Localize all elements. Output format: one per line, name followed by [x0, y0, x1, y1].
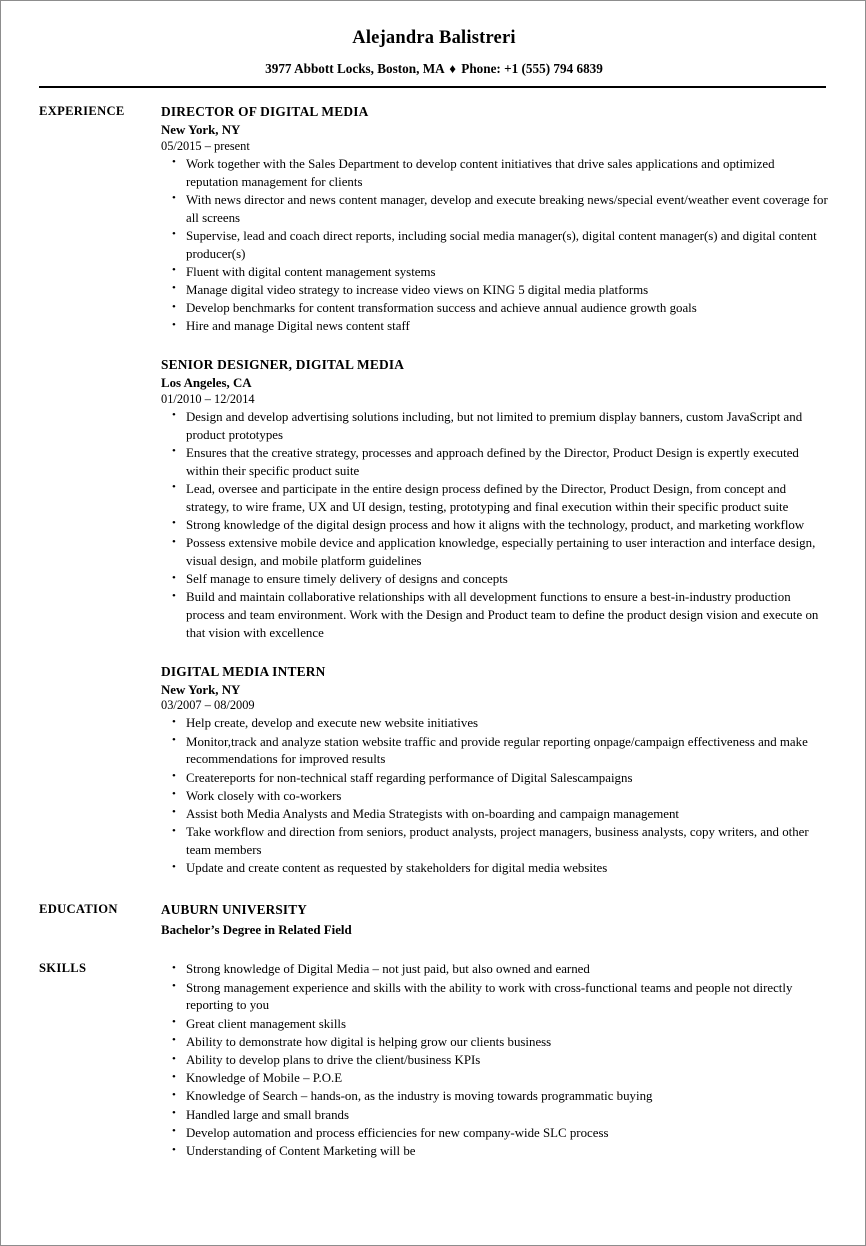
list-item: • Monitor,track and analyze station website traffic and provide regular reporting onpage/campaign effectiveness and make recommendations for improved results	[161, 734, 829, 769]
education-entry	[161, 901, 829, 938]
list-item: • With news director and news content manager, develop and execute breaking news/special event/weather event coverage for all screens	[161, 192, 829, 227]
skills-list	[161, 961, 829, 1161]
resume-header	[39, 1, 829, 88]
list-item: • Self manage to ensure timely delivery of designs and concepts	[161, 571, 829, 589]
list-item: • Develop automation and process efficiencies for new company-wide SLC process	[161, 1125, 829, 1143]
list-item: • Supervise, lead and coach direct reports, including social media manager(s), digital content manager(s) and digital content producer(s)	[161, 228, 829, 263]
job-title: SENIOR DESIGNER, DIGITAL MEDIA	[161, 357, 405, 373]
job-dates: 01/2010 – 12/2014	[161, 392, 255, 407]
candidate-phone: Phone: +1 (555) 794 6839	[461, 61, 603, 77]
list-item: • Ability to develop plans to drive the client/business KPIs	[161, 1052, 829, 1070]
skills-entries	[161, 960, 829, 1161]
job-title: DIGITAL MEDIA INTERN	[161, 663, 326, 679]
list-item: • Hire and manage Digital news content staff	[161, 318, 829, 336]
skills-section	[39, 960, 829, 1161]
header-divider	[39, 86, 826, 88]
list-item: • Knowledge of Mobile – P.O.E	[161, 1070, 829, 1088]
education-section	[39, 901, 829, 938]
skills-section-label: SKILLS	[39, 961, 87, 976]
list-item: • Ensures that the creative strategy, processes and approach defined by the Director, Product Design is expertly executed within their specific product suite	[161, 445, 829, 480]
resume-content	[39, 1, 829, 1161]
list-item: • Help create, develop and execute new website initiatives	[161, 715, 829, 733]
list-item: • Strong knowledge of the digital design process and how it aligns with the technology, product, and marketing workflow	[161, 517, 829, 535]
experience-entry	[161, 663, 829, 878]
experience-entry	[161, 103, 829, 336]
job-responsibility-list	[161, 715, 829, 878]
experience-entry	[161, 356, 829, 642]
experience-entries	[161, 103, 829, 878]
job-location: New York, NY	[161, 123, 241, 138]
job-location: Los Angeles, CA	[161, 376, 252, 391]
job-responsibility-list	[161, 156, 829, 336]
education-entries	[161, 901, 829, 938]
candidate-address: 3977 Abbott Locks, Boston, MA	[265, 61, 444, 77]
list-item: • Update and create content as requested by stakeholders for digital media websites	[161, 860, 829, 878]
experience-section-label: EXPERIENCE	[39, 104, 125, 119]
list-item: • Manage digital video strategy to increase video views on KING 5 digital media platforms	[161, 282, 829, 300]
job-dates: 03/2007 – 08/2009	[161, 698, 255, 713]
list-item: • Createreports for non-technical staff regarding performance of Digital Salescampaigns	[161, 770, 829, 788]
candidate-name: Alejandra Balistreri	[352, 28, 516, 48]
list-item: • Develop benchmarks for content transformation success and achieve annual audience growth goals	[161, 300, 829, 318]
job-location: New York, NY	[161, 682, 241, 697]
list-item: • Ability to demonstrate how digital is helping grow our clients business	[161, 1034, 829, 1052]
job-responsibility-list	[161, 409, 829, 643]
list-item: • Strong management experience and skills with the ability to work with cross-functional teams and people not directly reporting to you	[161, 980, 829, 1015]
education-section-label: EDUCATION	[39, 902, 118, 917]
list-item: • Build and maintain collaborative relationships with all development functions to ensure a best-in-industry production process and team environment. Work with the Design and Product team to define the product design vision and execute on that vision with excellence	[161, 589, 829, 642]
list-item: • Design and develop advertising solutions including, but not limited to premium display banners, custom JavaScript and product prototypes	[161, 409, 829, 444]
job-dates: 05/2015 – present	[161, 138, 250, 153]
list-item: • Strong knowledge of Digital Media – not just paid, but also owned and earned	[161, 961, 829, 979]
education-degree: Bachelor’s Degree in Related Field	[161, 922, 352, 937]
job-title: DIRECTOR OF DIGITAL MEDIA	[161, 104, 369, 120]
list-item: • Understanding of Content Marketing will be	[161, 1143, 829, 1161]
diamond-separator-icon: ♦	[449, 61, 456, 77]
candidate-contact-line	[39, 61, 829, 77]
list-item: • Take workflow and direction from seniors, product analysts, project managers, business analysts, copy writers, and other team members	[161, 824, 829, 859]
list-item: • Fluent with digital content management systems	[161, 264, 829, 282]
list-item: • Knowledge of Search – hands-on, as the industry is moving towards programmatic buying	[161, 1088, 829, 1106]
list-item: • Assist both Media Analysts and Media Strategists with on-boarding and campaign management	[161, 806, 829, 824]
list-item: • Great client management skills	[161, 1016, 829, 1034]
list-item: • Lead, oversee and participate in the entire design process defined by the Director, Product Design, from concept and strategy, to wire frame, UX and UI design, testing, prototyping and final execution within their specific product suite	[161, 481, 829, 516]
list-item: • Handled large and small brands	[161, 1107, 829, 1125]
list-item: • Work closely with co-workers	[161, 788, 829, 806]
experience-section	[39, 103, 829, 878]
list-item: • Work together with the Sales Department to develop content initiatives that drive sales applications and optimized reputation management for clients	[161, 156, 829, 191]
education-school: AUBURN UNIVERSITY	[161, 902, 307, 918]
list-item: • Possess extensive mobile device and application knowledge, especially pertaining to user interaction and interface design, visual design, and mobile platform guidelines	[161, 535, 829, 570]
